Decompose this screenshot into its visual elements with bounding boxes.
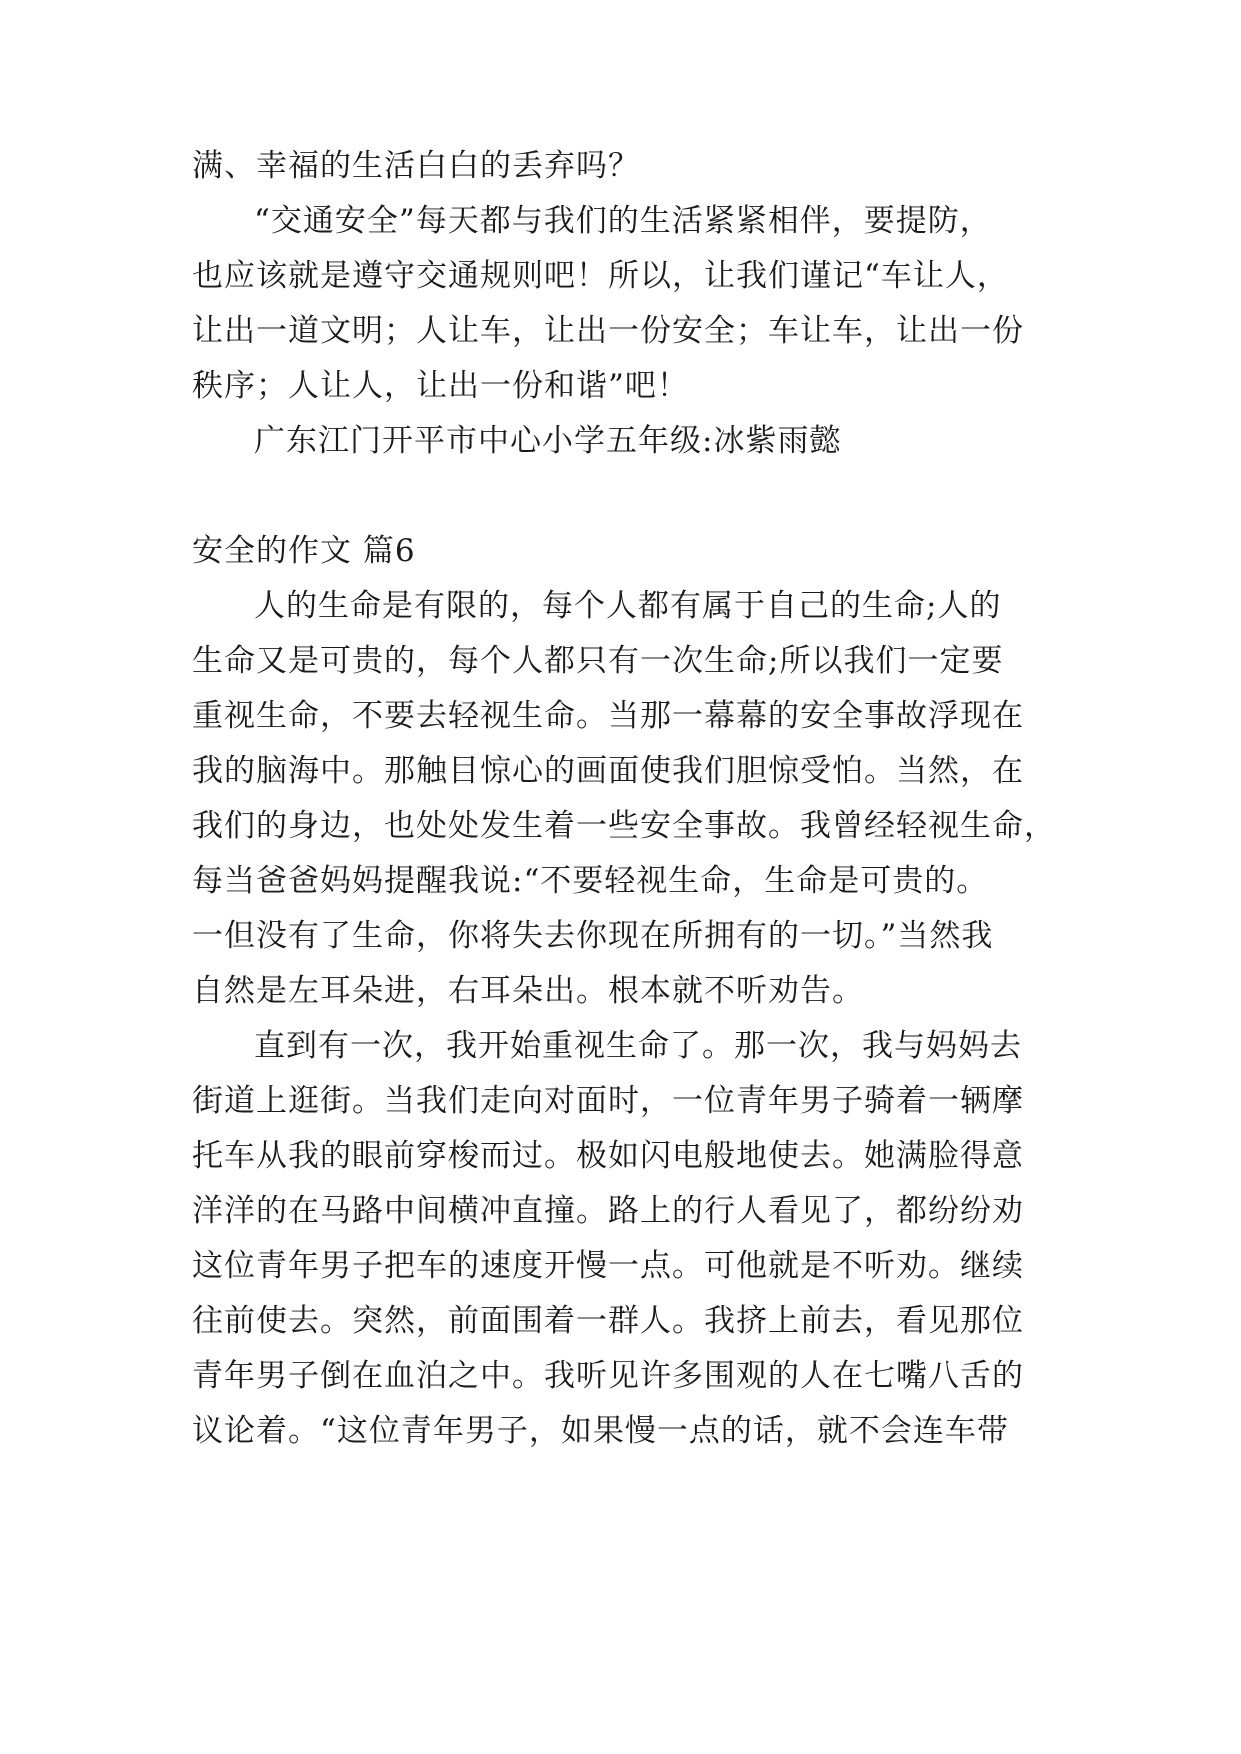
text-line: 一但没有了生命，你将失去你现在所拥有的一切。”当然我 [192, 918, 994, 954]
text-line: 我的脑海中。那触目惊心的画面使我们胆惊受怕。当然，在 [192, 753, 1024, 789]
text-line: 人的生命是有限的，每个人都有属于自己的生命;人的 [254, 588, 1002, 624]
text-line: 托车从我的眼前穿梭而过。极如闪电般地使去。她满脸得意 [192, 1138, 1024, 1174]
text-line: “交通安全”每天都与我们的生活紧紧相伴，要提防， [254, 203, 992, 239]
text-line: 生命又是可贵的，每个人都只有一次生命;所以我们一定要 [192, 643, 1004, 679]
text-line: 满、幸福的生活白白的丢弃吗？ [192, 148, 640, 184]
text-line: 这位青年男子把车的速度开慢一点。可他就是不听劝。继续 [192, 1248, 1024, 1284]
text-line: 我们的身边，也处处发生着一些安全事故。我曾经轻视生命， [192, 808, 1056, 844]
text-line: 议论着。“这位青年男子，如果慢一点的话，就不会连车带 [192, 1413, 1009, 1449]
text-line: 直到有一次，我开始重视生命了。那一次，我与妈妈去 [254, 1028, 1022, 1064]
text-line: 也应该就是遵守交通规则吧！所以，让我们谨记“车让人， [192, 258, 1009, 294]
text-line: 洋洋的在马路中间横冲直撞。路上的行人看见了，都纷纷劝 [192, 1193, 1024, 1229]
text-line: 让出一道文明；人让车，让出一份安全；车让车，让出一份 [192, 313, 1024, 349]
text-line: 青年男子倒在血泊之中。我听见许多围观的人在七嘴八舌的 [192, 1358, 1024, 1394]
text-line: 自然是左耳朵进，右耳朵出。根本就不听劝告。 [192, 973, 864, 1009]
section-heading: 安全的作文 篇6 [192, 533, 416, 569]
text-line: 重视生命，不要去轻视生命。当那一幕幕的安全事故浮现在 [192, 698, 1024, 734]
text-line: 街道上逛街。当我们走向对面时，一位青年男子骑着一辆摩 [192, 1083, 1024, 1119]
author-signature: 广东江门开平市中心小学五年级:冰紫雨懿 [254, 423, 842, 459]
text-line: 每当爸爸妈妈提醒我说:“不要轻视生命，生命是可贵的。 [192, 863, 989, 899]
text-line: 往前使去。突然，前面围着一群人。我挤上前去，看见那位 [192, 1303, 1024, 1339]
text-line: 秩序；人让人，让出一份和谐”吧！ [192, 368, 689, 404]
